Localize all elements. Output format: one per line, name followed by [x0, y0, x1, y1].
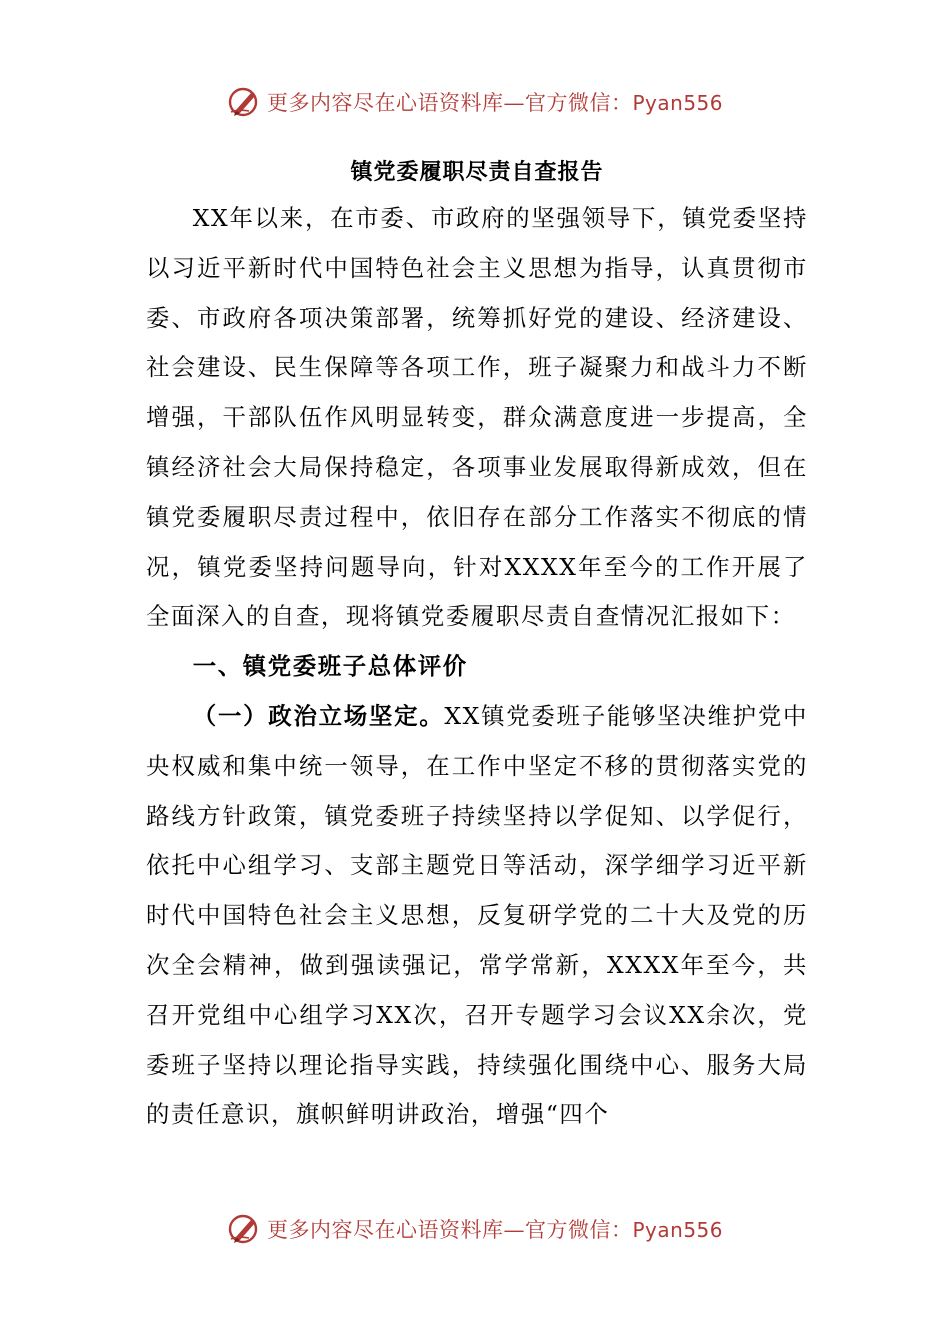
- pen-logo-icon: [227, 1212, 261, 1246]
- subsection-paragraph-1: [146, 692, 808, 1140]
- watermark-banner-top: [0, 80, 950, 124]
- pen-logo-icon: [227, 85, 261, 119]
- subsection-body-1: XX镇党委班子能够坚决维护党中央权威和集中统一领导，在工作中坚定不移的贯彻落实党的路线方针政策，镇党委班子持续坚持以学促知、以学促行，依托中心组学习、支部主题党日等活动，深学细学习近平新时代中国特色社会主义思想，反复研学党的二十大及党的历次全会精神，做到强读强记，常学常新，XXXX年至今，共召开党组中心组学习XX次，召开专题学习会议XX余次，党委班子坚持以理论指导实践，持续强化围绕中心、服务大局的责任意识，旗帜鲜明讲政治，增强“四个: [146, 701, 808, 1129]
- watermark-text: 更多内容尽在心语资料库—官方微信：: [266, 1218, 633, 1242]
- document-body: [146, 150, 808, 1140]
- document-title: 镇党委履职尽责自查报告: [350, 159, 604, 185]
- watermark-wechat-id: Pyan556: [632, 91, 723, 115]
- subsection-lead-1: （一）政治立场坚定。: [192, 701, 445, 730]
- section-heading-1: 一、镇党委班子总体评价: [192, 652, 468, 681]
- watermark-wechat-id: Pyan556: [632, 1218, 723, 1242]
- watermark-text: 更多内容尽在心语资料库—官方微信：: [266, 91, 633, 115]
- intro-paragraph: XX年以来，在市委、市政府的坚强领导下，镇党委坚持以习近平新时代中国特色社会主义思想为指导，认真贯彻市委、市政府各项决策部署，统筹抓好党的建设、经济建设、社会建设、民生保障等各项工作，班子凝聚力和战斗力不断增强，干部队伍作风明显转变，群众满意度进一步提高，全镇经济社会大局保持稳定，各项事业发展取得新成效，但在镇党委履职尽责过程中，依旧存在部分工作落实不彻底的情况，镇党委坚持问题导向，针对XXXX年至今的工作开展了全面深入的自查，现将镇党委履职尽责自查情况汇报如下：: [146, 204, 808, 631]
- watermark-banner-bottom: [0, 1207, 950, 1251]
